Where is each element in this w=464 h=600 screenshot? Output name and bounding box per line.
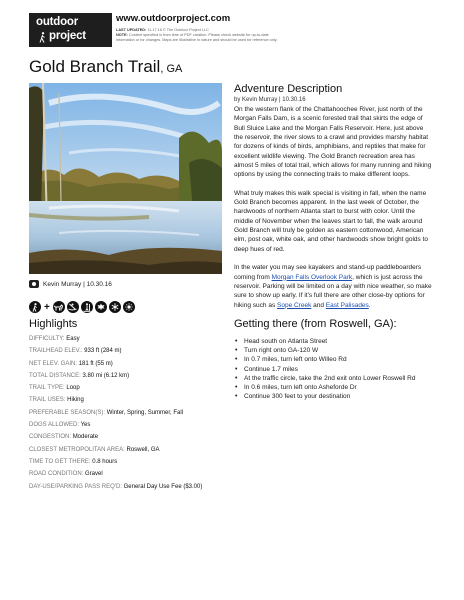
trail-name: Gold Branch Trail (29, 57, 161, 76)
paragraph-text: In the water you may see kayakers and stand-up paddleboarders coming from (234, 264, 422, 281)
highlight-seasons (29, 407, 229, 419)
adventure-byline: by Kevin Murray | 10.30.16 (234, 97, 306, 103)
highlight-key: CLOSEST METROPOLITAN AREA: (29, 446, 125, 453)
highlight-value: Loop (66, 385, 80, 392)
highlight-key: TIME TO GET THERE: (29, 458, 91, 465)
hiker-icon (39, 32, 46, 43)
highlight-value: Gravel (85, 471, 103, 478)
pdf-meta-note (116, 28, 286, 43)
highlight-value: 3.80 mi (6.12 km) (82, 372, 130, 379)
kayak-icon (67, 301, 79, 313)
east-palisades-link[interactable]: East Palisades (325, 301, 369, 309)
snowflake-icon (109, 301, 121, 313)
dog-icon (53, 301, 65, 313)
highlight-net-elev-gain (29, 358, 229, 370)
paddleboard-icon (81, 301, 93, 313)
highlights-heading: Highlights (29, 318, 78, 330)
highlight-total-distance (29, 370, 229, 382)
paragraph-text: and (311, 301, 326, 309)
direction-step: • Continue 1.7 miles (234, 365, 439, 374)
highlight-key: DIFFICULTY: (29, 336, 65, 342)
adventure-description (234, 83, 434, 310)
logo-text-bottom: project (49, 30, 86, 42)
highlight-key: CONGESTION: (29, 434, 72, 441)
direction-step: • In 0.7 miles, turn left onto Willeo Rd (234, 355, 439, 364)
page-title: Gold Branch Trail, GA (29, 57, 183, 76)
highlight-time-to-get-there (29, 456, 229, 468)
activity-icons (29, 301, 135, 313)
highlight-parking-pass (29, 481, 229, 493)
highlight-value: Moderate (72, 434, 99, 441)
plus-separator-icon: + (44, 301, 50, 313)
adventure-paragraph (234, 263, 434, 310)
paragraph-text: , which is just across the reservoir. Parking will be limited on a day with nice weather, so make sure to show up early. If it's full there are other close-by options for hiking such as (234, 273, 432, 309)
directions-list (234, 337, 439, 401)
direction-step: • Head south on Atlanta Street (234, 337, 439, 346)
getting-there-heading: Getting there (from Roswell, GA): (234, 318, 397, 330)
note-text: Content specified is from time of PDF creation. Please check website for up-to-date information or for changes. Maps are illustrative in nature and should be used for reference only. (116, 33, 278, 42)
direction-step: • In 0.6 miles, turn left onto Asheforde Dr (234, 383, 439, 392)
highlight-key: TRAIL USES: (29, 397, 66, 404)
highlight-value: Yes (80, 422, 91, 429)
highlights-list (29, 333, 229, 493)
highlight-value: 0.8 hours (92, 458, 118, 465)
highlight-road-condition (29, 468, 229, 480)
highlight-dogs-allowed (29, 419, 229, 431)
adventure-paragraph: On the western flank of the Chattahoochee River, just north of the Morgan Falls Dam, is a scenic forested trail that skirts the edge of Bull Sluice Lake and the Morgan Falls Reservoir. Here, just above the reservoir, the river slows to a crawl and provides marshy habitat for dozens of kinds of birds, amphibians, and reptiles that make for excellent wildlife viewing. The Gold Branch recreation area has almost 5 miles of total trail, which allows for many running and hiking options by using the connecting trails to make different loops. (234, 106, 432, 179)
morgan-falls-link[interactable]: Morgan Falls Overlook Park (271, 273, 353, 281)
fall-leaf-icon (95, 301, 107, 313)
hero-photo (29, 83, 222, 274)
outdoor-project-logo[interactable] (29, 13, 112, 47)
direction-step: • Continue 300 feet to your destination (234, 392, 439, 401)
highlight-key: TRAILHEAD ELEV.: (29, 348, 83, 355)
highlight-value: Hiking (67, 397, 84, 404)
highlight-key: TRAIL TYPE: (29, 385, 65, 392)
photo-credit (29, 280, 112, 288)
highlight-key: PREFERABLE SEASON(S): (29, 409, 106, 416)
sope-creek-link[interactable]: Sope Creek (277, 301, 312, 309)
highlight-trail-uses (29, 394, 229, 406)
highlight-value: General Day Use Fee ($3.00) (123, 483, 203, 490)
highlight-value: 933 ft (284 m) (84, 348, 122, 355)
highlight-trailhead-elev (29, 345, 229, 357)
highlight-trail-type (29, 382, 229, 394)
highlight-value: 181 ft (55 m) (78, 360, 113, 367)
highlight-value: Winter, Spring, Summer, Fall (106, 409, 184, 416)
adventure-paragraph: What truly makes this walk special is visiting in fall, when the name Gold Branch becomes apparent. In the last week of October, the hardwoods of northern Atlanta start to burst with color. Until the middle of November when the leaves start to fall, the walk around Gold Branch will truly be golden as eastern cottonwood, American elm, post oak, white oak, and other hardwoods show bright golds to deep hues of red. (234, 189, 429, 253)
last-updated-label: LAST UPDATED: (116, 28, 147, 32)
highlight-congestion (29, 431, 229, 443)
note-label: NOTE: (116, 33, 128, 37)
logo-text-top: outdoor (36, 16, 79, 28)
camera-icon (29, 280, 39, 288)
direction-step: • Turn right onto GA-120 W (234, 346, 439, 355)
last-updated-value: 11.17.16 © The Outdoor Project LLC (147, 28, 209, 32)
highlight-key: ROAD CONDITION: (29, 471, 84, 478)
highlight-key: DAY-USE/PARKING PASS REQ'D: (29, 483, 122, 490)
highlight-value: Roswell, GA (126, 446, 160, 453)
trail-state: GA (166, 63, 183, 75)
sun-icon (123, 301, 135, 313)
paragraph-text: . (368, 301, 371, 309)
highlight-key: DOGS ALLOWED: (29, 422, 80, 429)
highlight-difficulty (29, 333, 229, 345)
highlight-metro-area (29, 444, 229, 456)
highlight-key: TOTAL DISTANCE: (29, 372, 81, 379)
site-url[interactable]: www.outdoorproject.com (116, 13, 231, 24)
highlight-key: NET ELEV. GAIN: (29, 360, 78, 367)
photo-credit-text: Kevin Murray | 10.30.16 (43, 280, 112, 288)
highlight-value: Easy (66, 336, 80, 342)
hiking-icon (29, 301, 41, 313)
direction-step: • At the traffic circle, take the 2nd exit onto Lower Roswell Rd (234, 374, 439, 383)
adventure-heading: Adventure Description (234, 83, 343, 95)
